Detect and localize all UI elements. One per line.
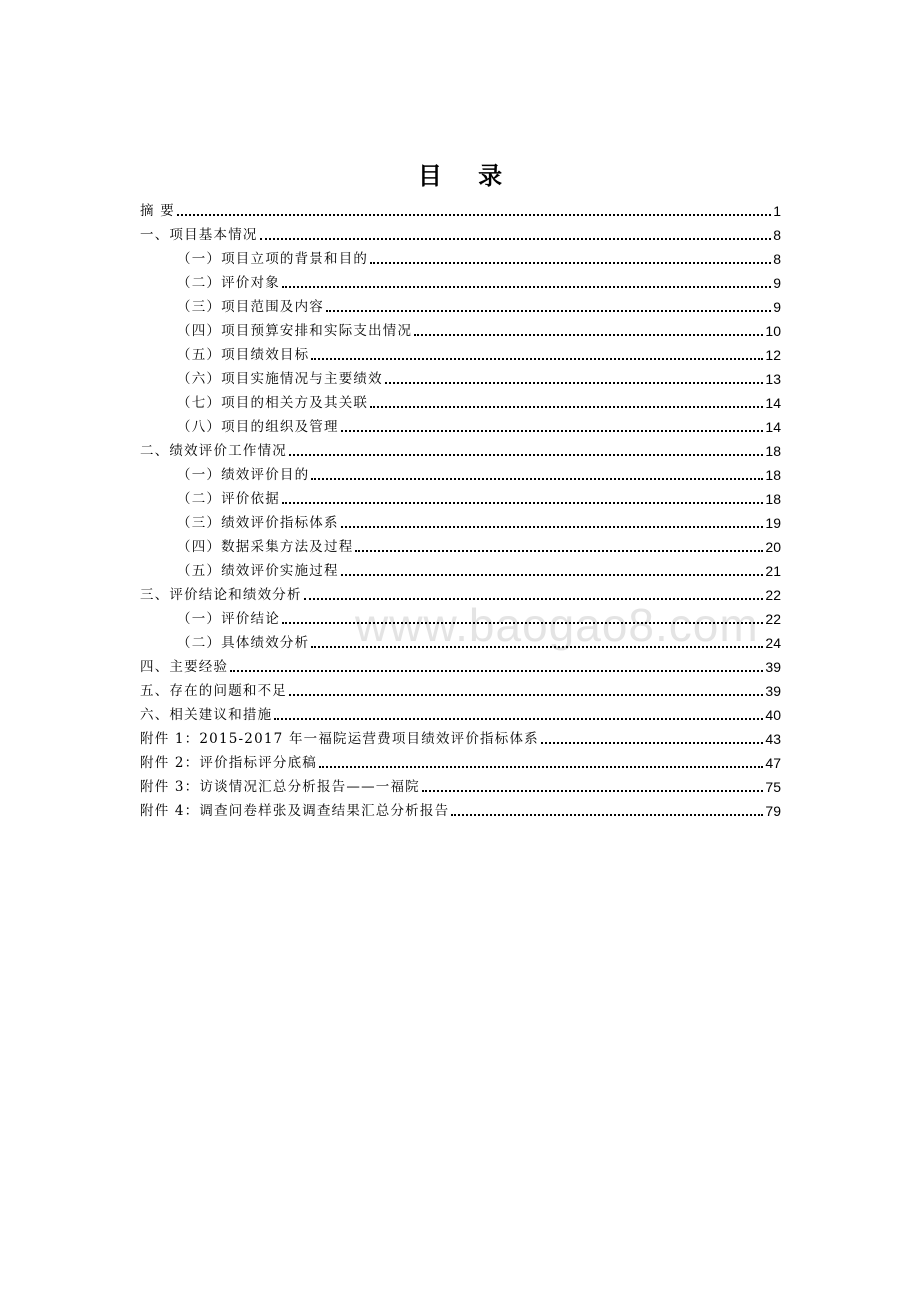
toc-dot-leader [341, 430, 764, 432]
toc-entry-page-number: 79 [765, 803, 781, 819]
toc-entry[interactable] [140, 533, 781, 557]
toc-entry[interactable] [140, 797, 781, 821]
toc-entry-label: 附件 1：2015-2017 年一福院运营费项目绩效评价指标体系 [140, 731, 539, 747]
toc-entry-label: 一、项目基本情况 [140, 227, 258, 243]
toc-dot-leader [541, 742, 764, 744]
toc-dot-leader [304, 598, 764, 600]
toc-entry[interactable] [140, 629, 781, 653]
toc-dot-leader [274, 718, 763, 720]
toc-entry-label: 摘 要 [140, 203, 175, 219]
toc-dot-leader [451, 814, 763, 816]
toc-dot-leader [385, 382, 764, 384]
toc-entry[interactable] [140, 509, 781, 533]
toc-entry-label: （四）项目预算安排和实际支出情况 [177, 323, 413, 339]
toc-entry-page-number: 20 [765, 539, 781, 555]
toc-entry[interactable] [140, 341, 781, 365]
toc-entry-page-number: 24 [765, 635, 781, 651]
toc-entry-page-number: 18 [765, 467, 781, 483]
toc-entry-page-number: 22 [765, 611, 781, 627]
toc-dot-leader [230, 670, 763, 672]
toc-entry-label: （二）具体绩效分析 [177, 635, 310, 651]
toc-entry[interactable] [140, 725, 781, 749]
watermark: www.baogao8.com [355, 599, 759, 651]
toc-entry-label: 五、存在的问题和不足 [140, 683, 287, 699]
toc-entry-page-number: 40 [765, 707, 781, 723]
toc-entry-page-number: 22 [765, 587, 781, 603]
toc-entry-label: （二）评价对象 [177, 275, 280, 291]
toc-dot-leader [282, 622, 764, 624]
toc-entry[interactable] [140, 413, 781, 437]
toc-entry-page-number: 14 [765, 419, 781, 435]
toc-entry[interactable] [140, 269, 781, 293]
toc-entry-page-number: 8 [773, 251, 781, 267]
toc-dot-leader [289, 454, 763, 456]
toc-entry-page-number: 9 [773, 299, 781, 315]
toc-entry[interactable] [140, 605, 781, 629]
toc-dot-leader [311, 478, 763, 480]
toc-dot-leader [289, 694, 763, 696]
toc-dot-leader [370, 262, 771, 264]
toc-entry[interactable] [140, 653, 781, 677]
toc-entry[interactable] [140, 677, 781, 701]
toc-entry-page-number: 19 [765, 515, 781, 531]
toc-entry-page-number: 8 [773, 227, 781, 243]
toc-dot-leader [355, 550, 763, 552]
toc-entry-label: 附件 2：评价指标评分底稿 [140, 755, 317, 771]
toc-entry-label: 四、主要经验 [140, 659, 229, 675]
toc-entry-label: （三）绩效评价指标体系 [177, 515, 339, 531]
toc-entry[interactable] [140, 197, 781, 221]
toc-entry[interactable] [140, 317, 781, 341]
toc-entry-label: （六）项目实施情况与主要绩效 [177, 371, 383, 387]
table-of-contents [140, 197, 781, 821]
toc-dot-leader [319, 766, 763, 768]
toc-entry[interactable] [140, 245, 781, 269]
toc-entry-page-number: 18 [765, 491, 781, 507]
toc-entry-page-number: 18 [765, 443, 781, 459]
toc-entry-label: 三、评价结论和绩效分析 [140, 587, 302, 603]
toc-entry-label: （五）项目绩效目标 [177, 347, 310, 363]
toc-entry[interactable] [140, 461, 781, 485]
toc-entry-page-number: 47 [765, 755, 781, 771]
toc-entry-label: （五）绩效评价实施过程 [177, 563, 339, 579]
toc-entry-label: 附件 4：调查问卷样张及调查结果汇总分析报告 [140, 803, 450, 819]
toc-dot-leader [311, 646, 763, 648]
toc-entry-label: 六、相关建议和措施 [140, 707, 273, 723]
toc-dot-leader [414, 334, 763, 336]
toc-entry[interactable] [140, 557, 781, 581]
toc-dot-leader [341, 574, 764, 576]
toc-entry-page-number: 1 [773, 203, 781, 219]
toc-entry-label: （三）项目范围及内容 [177, 299, 324, 315]
toc-dot-leader [282, 502, 764, 504]
toc-entry[interactable] [140, 701, 781, 725]
toc-entry-label: （四）数据采集方法及过程 [177, 539, 354, 555]
toc-dot-leader [177, 214, 771, 216]
toc-entry-label: （七）项目的相关方及其关联 [177, 395, 369, 411]
toc-dot-leader [311, 358, 763, 360]
toc-entry-page-number: 9 [773, 275, 781, 291]
toc-entry-page-number: 39 [765, 683, 781, 699]
toc-dot-leader [326, 310, 771, 312]
toc-dot-leader [370, 406, 763, 408]
toc-entry[interactable] [140, 485, 781, 509]
toc-entry-page-number: 13 [765, 371, 781, 387]
toc-entry-page-number: 14 [765, 395, 781, 411]
toc-dot-leader [341, 526, 764, 528]
toc-entry-page-number: 39 [765, 659, 781, 675]
toc-entry[interactable] [140, 221, 781, 245]
toc-entry-label: 二、绩效评价工作情况 [140, 443, 287, 459]
toc-entry-label: （二）评价依据 [177, 491, 280, 507]
toc-entry-label: 附件 3：访谈情况汇总分析报告——一福院 [140, 779, 420, 795]
toc-entry-page-number: 10 [765, 323, 781, 339]
toc-entry-page-number: 12 [765, 347, 781, 363]
toc-entry[interactable] [140, 773, 781, 797]
toc-entry-label: （一）项目立项的背景和目的 [177, 251, 369, 267]
toc-entry-page-number: 43 [765, 731, 781, 747]
toc-entry-label: （八）项目的组织及管理 [177, 419, 339, 435]
toc-entry[interactable] [140, 437, 781, 461]
toc-title: 目 录 [417, 162, 517, 190]
toc-dot-leader [282, 286, 771, 288]
toc-entry[interactable] [140, 749, 781, 773]
toc-entry-page-number: 75 [765, 779, 781, 795]
toc-entry-label: （一）绩效评价目的 [177, 467, 310, 483]
toc-entry[interactable] [140, 293, 781, 317]
toc-entry[interactable] [140, 389, 781, 413]
toc-dot-leader [260, 238, 772, 240]
toc-dot-leader [422, 790, 764, 792]
toc-entry-page-number: 21 [765, 563, 781, 579]
toc-entry[interactable] [140, 365, 781, 389]
toc-entry-label: （一）评价结论 [177, 611, 280, 627]
toc-entry[interactable] [140, 581, 781, 605]
